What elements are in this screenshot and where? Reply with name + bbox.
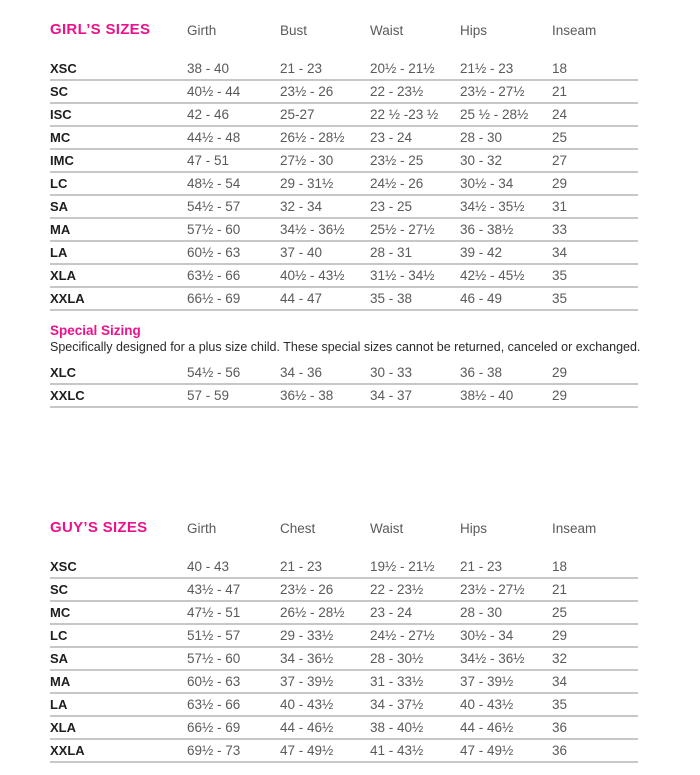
table-row <box>50 602 638 625</box>
size-value: 28 - 31 <box>370 245 413 260</box>
size-value: 18 <box>552 61 568 76</box>
size-value: 66½ - 69 <box>187 291 241 306</box>
size-value: 25 <box>552 130 568 145</box>
size-value: 28 - 30 <box>460 130 503 145</box>
size-value: 28 - 30½ <box>370 651 424 666</box>
guys-table-body <box>50 556 700 763</box>
size-code: MA <box>50 222 71 237</box>
column-header-hips: Hips <box>460 22 488 38</box>
size-value: 57½ - 60 <box>187 651 241 666</box>
table-row <box>50 81 638 104</box>
guys-sizes-section <box>50 520 700 763</box>
size-value: 47 - 51 <box>187 153 230 168</box>
size-value: 31 - 33½ <box>370 674 424 689</box>
girls-sizes-section <box>50 22 700 311</box>
size-value: 37 - 39½ <box>280 674 334 689</box>
size-value: 38 - 40½ <box>370 720 424 735</box>
table-row <box>50 625 638 648</box>
size-value: 29 <box>552 628 568 643</box>
size-value: 40½ - 43½ <box>280 268 345 283</box>
girls-sizes-title: GIRL’S SIZES <box>50 21 151 38</box>
size-value: 23½ - 27½ <box>460 84 525 99</box>
size-value: 23½ - 26 <box>280 84 334 99</box>
table-row <box>50 219 638 242</box>
size-code: LC <box>50 176 68 191</box>
size-value: 44 - 46½ <box>280 720 334 735</box>
table-row <box>50 717 638 740</box>
size-value: 38½ - 40 <box>460 388 514 403</box>
table-row <box>50 127 638 150</box>
size-value: 34 <box>552 245 568 260</box>
table-row <box>50 150 638 173</box>
table-row <box>50 362 638 385</box>
size-value: 33 <box>552 222 568 237</box>
size-value: 44 - 47 <box>280 291 323 306</box>
size-value: 25 ½ - 28½ <box>460 107 529 122</box>
size-value: 63½ - 66 <box>187 268 241 283</box>
size-value: 29 - 33½ <box>280 628 334 643</box>
size-value: 31 <box>552 199 568 214</box>
guys-table-header <box>50 520 638 536</box>
size-value: 34 - 37½ <box>370 697 424 712</box>
size-value: 30 - 32 <box>460 153 503 168</box>
table-row <box>50 385 638 408</box>
size-value: 37 - 40 <box>280 245 323 260</box>
column-header-girth: Girth <box>187 520 217 536</box>
table-row <box>50 196 638 219</box>
size-value: 47 - 49½ <box>280 743 334 758</box>
special-sizing-title: Special Sizing <box>50 323 141 338</box>
size-value: 29 <box>552 176 568 191</box>
size-value: 63½ - 66 <box>187 697 241 712</box>
size-value: 37 - 39½ <box>460 674 514 689</box>
size-value: 27 <box>552 153 568 168</box>
size-code: XLA <box>50 720 76 735</box>
column-header-bust: Bust <box>280 22 308 38</box>
column-header-waist: Waist <box>370 22 404 38</box>
size-code: MC <box>50 130 71 145</box>
size-value: 57 - 59 <box>187 388 230 403</box>
size-code: SC <box>50 582 69 597</box>
size-code: SC <box>50 84 69 99</box>
size-value: 24½ - 26 <box>370 176 424 191</box>
size-value: 19½ - 21½ <box>370 559 435 574</box>
special-sizing-section <box>50 323 700 408</box>
table-row <box>50 104 638 127</box>
size-value: 44½ - 48 <box>187 130 241 145</box>
size-value: 25 <box>552 605 568 620</box>
size-value: 35 <box>552 268 568 283</box>
table-row <box>50 740 638 763</box>
column-header-chest: Chest <box>280 520 316 536</box>
size-value: 36 <box>552 743 568 758</box>
size-code: SA <box>50 199 69 214</box>
size-code: XSC <box>50 559 77 574</box>
size-code: XLC <box>50 365 76 380</box>
size-value: 44 - 46½ <box>460 720 514 735</box>
column-header-waist: Waist <box>370 520 404 536</box>
size-value: 21 - 23 <box>280 559 323 574</box>
table-row <box>50 648 638 671</box>
size-value: 38 - 40 <box>187 61 230 76</box>
size-value: 60½ - 63 <box>187 245 241 260</box>
size-value: 20½ - 21½ <box>370 61 435 76</box>
size-value: 25-27 <box>280 107 315 122</box>
size-code: LA <box>50 697 68 712</box>
size-value: 34½ - 35½ <box>460 199 525 214</box>
size-value: 54½ - 57 <box>187 199 241 214</box>
size-value: 32 - 34 <box>280 199 323 214</box>
size-value: 35 <box>552 291 568 306</box>
size-value: 42½ - 45½ <box>460 268 525 283</box>
size-code: MC <box>50 605 71 620</box>
size-value: 34½ - 36½ <box>280 222 345 237</box>
size-value: 30 - 33 <box>370 365 413 380</box>
size-value: 39 - 42 <box>460 245 503 260</box>
size-value: 47½ - 51 <box>187 605 241 620</box>
size-value: 31½ - 34½ <box>370 268 435 283</box>
size-value: 30½ - 34 <box>460 176 514 191</box>
size-value: 34 - 36½ <box>280 651 334 666</box>
size-value: 29 - 31½ <box>280 176 334 191</box>
size-value: 69½ - 73 <box>187 743 241 758</box>
size-value: 57½ - 60 <box>187 222 241 237</box>
size-value: 34½ - 36½ <box>460 651 525 666</box>
table-row <box>50 265 638 288</box>
size-value: 35 - 38 <box>370 291 413 306</box>
size-code: XXLA <box>50 291 85 306</box>
table-row <box>50 671 638 694</box>
table-row <box>50 288 638 311</box>
size-value: 46 - 49 <box>460 291 503 306</box>
size-value: 25½ - 27½ <box>370 222 435 237</box>
size-value: 40 - 43½ <box>280 697 334 712</box>
size-value: 21 <box>552 84 568 99</box>
size-code: MA <box>50 674 71 689</box>
size-value: 66½ - 69 <box>187 720 241 735</box>
size-value: 23 - 24 <box>370 605 413 620</box>
size-value: 47 - 49½ <box>460 743 514 758</box>
size-value: 60½ - 63 <box>187 674 241 689</box>
table-row <box>50 242 638 265</box>
size-value: 34 - 37 <box>370 388 413 403</box>
size-value: 41 - 43½ <box>370 743 424 758</box>
table-row <box>50 173 638 196</box>
size-code: XSC <box>50 61 77 76</box>
size-value: 36 <box>552 720 568 735</box>
column-header-hips: Hips <box>460 520 488 536</box>
table-row <box>50 694 638 717</box>
size-code: XLA <box>50 268 76 283</box>
special-sizing-table-body <box>50 362 700 408</box>
size-value: 24 <box>552 107 568 122</box>
size-value: 21 - 23 <box>460 559 503 574</box>
size-code: IMC <box>50 153 74 168</box>
size-value: 34 <box>552 674 568 689</box>
table-row <box>50 579 638 602</box>
size-value: 35 <box>552 697 568 712</box>
size-value: 54½ - 56 <box>187 365 241 380</box>
guys-sizes-title: GUY’S SIZES <box>50 519 148 536</box>
size-value: 27½ - 30 <box>280 153 334 168</box>
size-value: 40½ - 44 <box>187 84 241 99</box>
size-value: 21½ - 23 <box>460 61 514 76</box>
size-value: 22 - 23½ <box>370 84 424 99</box>
size-value: 22 - 23½ <box>370 582 424 597</box>
size-value: 40 - 43 <box>187 559 230 574</box>
size-code: LA <box>50 245 68 260</box>
size-value: 23 - 25 <box>370 199 413 214</box>
girls-table-body <box>50 58 700 311</box>
column-header-girth: Girth <box>187 22 217 38</box>
size-value: 24½ - 27½ <box>370 628 435 643</box>
size-code: XXLA <box>50 743 85 758</box>
size-value: 23 - 24 <box>370 130 413 145</box>
special-sizing-description: Specifically designed for a plus size child. These special sizes cannot be returned, canceled or exchanged. <box>50 340 641 354</box>
column-header-inseam: Inseam <box>552 520 597 536</box>
girls-table-header <box>50 22 638 38</box>
size-value: 30½ - 34 <box>460 628 514 643</box>
size-value: 36 - 38 <box>460 365 503 380</box>
size-value: 29 <box>552 365 568 380</box>
size-value: 21 - 23 <box>280 61 323 76</box>
size-value: 40 - 43½ <box>460 697 514 712</box>
size-value: 51½ - 57 <box>187 628 241 643</box>
size-value: 29 <box>552 388 568 403</box>
size-value: 34 - 36 <box>280 365 323 380</box>
size-value: 26½ - 28½ <box>280 605 345 620</box>
size-value: 23½ - 25 <box>370 153 424 168</box>
size-value: 22 ½ -23 ½ <box>370 107 439 122</box>
table-row <box>50 556 638 579</box>
size-value: 26½ - 28½ <box>280 130 345 145</box>
size-code: SA <box>50 651 69 666</box>
size-value: 21 <box>552 582 568 597</box>
size-value: 36 - 38½ <box>460 222 514 237</box>
size-value: 23½ - 26 <box>280 582 334 597</box>
size-value: 28 - 30 <box>460 605 503 620</box>
size-value: 43½ - 47 <box>187 582 241 597</box>
size-code: ISC <box>50 107 72 122</box>
size-value: 36½ - 38 <box>280 388 334 403</box>
size-value: 18 <box>552 559 568 574</box>
size-code: XXLC <box>50 388 85 403</box>
size-value: 42 - 46 <box>187 107 230 122</box>
table-row <box>50 58 638 81</box>
column-header-inseam: Inseam <box>552 22 597 38</box>
size-value: 48½ - 54 <box>187 176 241 191</box>
size-code: LC <box>50 628 68 643</box>
size-value: 32 <box>552 651 568 666</box>
size-value: 23½ - 27½ <box>460 582 525 597</box>
